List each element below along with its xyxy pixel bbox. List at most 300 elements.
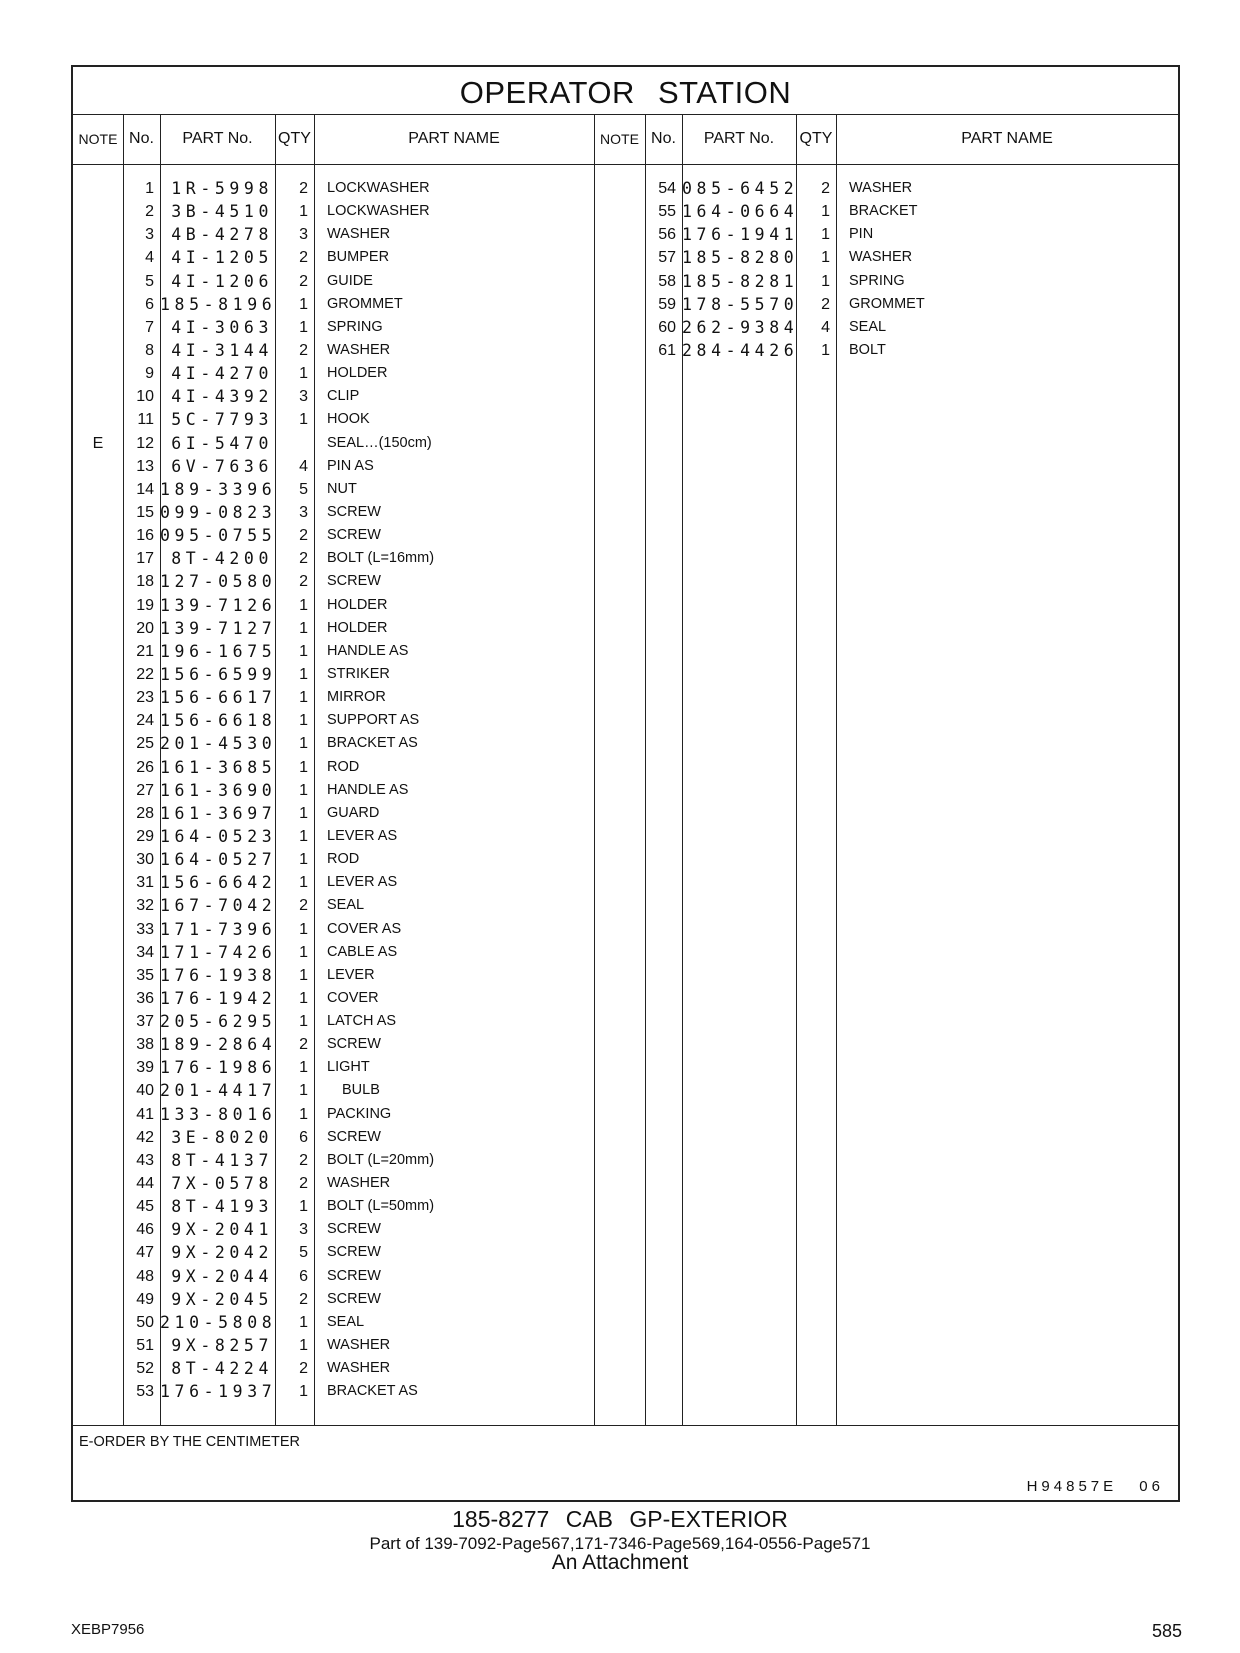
note-cell	[73, 1033, 123, 1056]
note-cell	[73, 1265, 123, 1288]
item-no-cell: 42	[136, 1128, 154, 1146]
item-no-cell: 51	[136, 1337, 154, 1355]
item-no-cell: 57	[658, 249, 676, 267]
qty-cell: 1	[299, 1105, 308, 1123]
qty-cell: 1	[299, 665, 308, 683]
qty-cell: 1	[299, 203, 308, 221]
item-no-cell: 52	[136, 1360, 154, 1378]
part-name-cell: SCREW	[327, 1036, 381, 1053]
item-no-cell: 48	[136, 1267, 154, 1285]
note-cell	[73, 1334, 123, 1357]
qty-cell: 6	[299, 1128, 308, 1146]
qty-cell: 2	[299, 272, 308, 290]
part-name-cell: STRIKER	[327, 665, 390, 682]
qty-cell: 3	[299, 388, 308, 406]
qty-cell: 1	[299, 758, 308, 776]
item-no-cell: 26	[136, 758, 154, 776]
part-no-cell: 176-1938	[160, 965, 277, 985]
part-no-cell: 4I-1206	[171, 271, 273, 291]
note-cell	[594, 177, 645, 200]
page-title: OPERATOR STATION	[73, 67, 1178, 115]
item-no-cell: 55	[658, 203, 676, 221]
qty-cell: 1	[299, 851, 308, 869]
part-no-cell: 161-3690	[160, 780, 277, 800]
part-name-cell: SEAL	[327, 1313, 365, 1330]
part-no-cell: 161-3697	[160, 803, 277, 823]
note-cell	[73, 1357, 123, 1380]
note-cell	[73, 547, 123, 570]
note-cell	[73, 756, 123, 779]
right-note-column	[594, 177, 645, 362]
item-no-cell: 28	[136, 804, 154, 822]
qty-cell: 1	[299, 874, 308, 892]
header-note-right: NOTE	[600, 131, 639, 147]
qty-cell: 2	[299, 341, 308, 359]
note-cell	[594, 293, 645, 316]
qty-cell: 2	[299, 550, 308, 568]
part-name-cell: SUPPORT AS	[327, 712, 420, 729]
item-no-cell: 24	[136, 712, 154, 730]
qty-cell: 1	[299, 411, 308, 429]
item-no-cell: 41	[136, 1105, 154, 1123]
note-cell	[73, 663, 123, 686]
parts-table-frame	[71, 65, 1180, 1502]
item-no-cell: 44	[136, 1175, 154, 1193]
qty-cell: 1	[821, 341, 830, 359]
item-no-cell: 59	[658, 295, 676, 313]
left-qty-column	[275, 177, 308, 1403]
qty-cell: 1	[299, 318, 308, 336]
right-part-no-column	[682, 177, 799, 362]
part-no-cell: 171-7426	[160, 942, 277, 962]
part-name-cell: LIGHT	[327, 1059, 370, 1076]
caption-group-title: 185-8277 CAB GP-EXTERIOR	[452, 1506, 788, 1532]
caption-attachment: An Attachment	[551, 1551, 689, 1574]
item-no-cell: 20	[136, 619, 154, 637]
part-name-cell: SPRING	[327, 318, 383, 335]
header-part-name-left: PART NAME	[408, 130, 500, 147]
header-qty-right: QTY	[799, 130, 833, 147]
part-no-cell: 176-1941	[682, 225, 799, 245]
note-cell	[73, 501, 123, 524]
note-cell	[73, 594, 123, 617]
part-name-cell: HANDLE AS	[327, 781, 409, 798]
note-cell	[73, 316, 123, 339]
part-no-cell: 201-4530	[160, 734, 277, 754]
part-no-cell: 4I-1205	[171, 248, 273, 268]
item-no-cell: 49	[136, 1290, 154, 1308]
qty-cell: 1	[299, 642, 308, 660]
part-name-cell: CLIP	[327, 388, 360, 405]
qty-cell	[275, 432, 308, 455]
part-no-cell: 095-0755	[160, 526, 277, 546]
item-no-cell: 10	[136, 388, 154, 406]
part-name-cell: COVER AS	[327, 920, 402, 937]
item-no-cell: 37	[136, 1013, 154, 1031]
page-number: 585	[1151, 1621, 1182, 1641]
part-no-cell: 167-7042	[160, 896, 277, 916]
part-name-cell: BUMPER	[327, 249, 390, 266]
part-no-cell: 156-6618	[160, 711, 277, 731]
footnote: E-ORDER BY THE CENTIMETER	[79, 1434, 301, 1450]
item-no-cell: 38	[136, 1036, 154, 1054]
part-no-cell: 6V-7636	[171, 456, 273, 476]
note-cell: E	[92, 434, 104, 452]
part-name-cell: HOLDER	[327, 619, 388, 636]
part-no-cell: 164-0527	[160, 850, 277, 870]
part-name-cell: SCREW	[327, 1221, 381, 1238]
part-no-cell: 3B-4510	[171, 202, 273, 222]
item-no-cell: 25	[136, 735, 154, 753]
item-no-cell: 15	[136, 503, 154, 521]
item-no-cell: 31	[136, 874, 154, 892]
qty-cell: 1	[299, 1059, 308, 1077]
part-name-cell: GUARD	[327, 804, 380, 821]
qty-cell: 1	[299, 804, 308, 822]
part-name-cell: GUIDE	[327, 272, 373, 289]
note-cell	[73, 455, 123, 478]
part-name-cell: HOOK	[327, 411, 370, 428]
part-no-cell: 185-8281	[682, 271, 799, 291]
qty-cell: 1	[821, 203, 830, 221]
part-no-cell: 171-7396	[160, 919, 277, 939]
part-name-cell: WASHER	[327, 226, 391, 243]
part-no-cell: 127-0580	[160, 572, 277, 592]
header-no-left: No.	[129, 130, 154, 147]
note-cell	[73, 570, 123, 593]
right-part-name-column	[849, 177, 1174, 362]
item-no-cell: 19	[136, 596, 154, 614]
part-name-cell: WASHER	[327, 341, 391, 358]
part-name-cell: SCREW	[327, 573, 381, 590]
item-no-cell: 54	[658, 180, 676, 197]
header-qty-left: QTY	[278, 130, 311, 147]
qty-cell: 2	[299, 180, 308, 197]
note-cell	[73, 1172, 123, 1195]
part-no-cell: 8T-4224	[171, 1359, 273, 1379]
item-no-cell: 14	[136, 480, 154, 498]
item-no-cell: 23	[136, 689, 154, 707]
part-no-cell: 099-0823	[160, 502, 277, 522]
part-name-cell: PACKING	[327, 1105, 392, 1122]
item-no-cell: 16	[136, 527, 154, 545]
part-no-cell: 161-3685	[160, 757, 277, 777]
qty-cell: 4	[299, 457, 308, 475]
item-no-cell: 32	[136, 897, 154, 915]
part-name-cell: CABLE AS	[327, 943, 398, 960]
qty-cell: 2	[821, 295, 830, 313]
qty-cell: 2	[299, 1036, 308, 1054]
part-name-cell: PIN AS	[327, 457, 374, 474]
part-no-cell: 9X-2042	[171, 1243, 273, 1263]
item-no-cell: 45	[136, 1198, 154, 1216]
note-cell	[73, 1079, 123, 1102]
item-no-cell: 5	[145, 272, 154, 290]
part-no-cell: 176-1942	[160, 988, 277, 1008]
qty-cell: 1	[299, 365, 308, 383]
item-no-cell: 21	[136, 642, 154, 660]
part-name-cell: SCREW	[327, 1267, 381, 1284]
part-no-cell: 210-5808	[160, 1312, 277, 1332]
part-no-cell: 185-8280	[682, 248, 799, 268]
part-name-cell: LATCH AS	[327, 1013, 397, 1030]
note-cell	[73, 640, 123, 663]
part-no-cell: 4I-4392	[171, 387, 273, 407]
part-no-cell: 9X-2041	[171, 1220, 273, 1240]
qty-cell: 1	[299, 989, 308, 1007]
part-name-cell: PIN	[849, 226, 874, 243]
note-cell	[73, 709, 123, 732]
part-name-cell: HOLDER	[327, 365, 388, 382]
part-no-cell: 139-7126	[160, 595, 277, 615]
part-name-cell: BOLT	[849, 341, 886, 358]
note-cell	[73, 1056, 123, 1079]
item-no-cell: 46	[136, 1221, 154, 1239]
part-no-cell: 8T-4193	[171, 1197, 273, 1217]
qty-cell: 2	[299, 527, 308, 545]
part-name-cell: LEVER	[327, 966, 375, 983]
part-name-cell: BRACKET	[849, 203, 918, 220]
part-name-cell: BRACKET AS	[327, 1383, 418, 1400]
note-cell	[73, 848, 123, 871]
part-name-cell: SEAL	[849, 318, 887, 335]
qty-cell: 4	[821, 318, 830, 336]
part-no-cell: 164-0664	[682, 202, 799, 222]
part-no-cell: 7X-0578	[171, 1174, 273, 1194]
qty-cell: 1	[821, 272, 830, 290]
note-cell	[73, 362, 123, 385]
part-no-cell: 196-1675	[160, 641, 277, 661]
qty-cell: 1	[299, 966, 308, 984]
qty-cell: 5	[299, 480, 308, 498]
item-no-cell: 27	[136, 781, 154, 799]
item-no-cell: 22	[136, 665, 154, 683]
part-no-cell: 164-0523	[160, 826, 277, 846]
qty-cell: 1	[299, 712, 308, 730]
note-cell	[73, 177, 123, 200]
part-no-cell: 205-6295	[160, 1012, 277, 1032]
note-cell	[73, 894, 123, 917]
part-name-cell: LOCKWASHER	[327, 180, 430, 196]
part-name-cell: BOLT (L=50mm)	[327, 1198, 435, 1215]
part-no-cell: 6I-5470	[171, 433, 273, 453]
note-cell	[73, 1380, 123, 1403]
note-cell	[594, 223, 645, 246]
part-no-cell: 1R-5998	[171, 179, 273, 198]
qty-cell: 2	[299, 249, 308, 267]
qty-cell: 1	[821, 249, 830, 267]
part-no-cell: 9X-8257	[171, 1336, 273, 1356]
right-qty-column	[796, 177, 830, 362]
qty-cell: 1	[299, 1082, 308, 1100]
note-cell	[73, 1126, 123, 1149]
right-no-column	[645, 177, 676, 362]
note-cell	[594, 270, 645, 293]
part-no-cell: 156-6642	[160, 873, 277, 893]
part-name-cell: MIRROR	[327, 689, 386, 706]
part-no-cell: 189-3396	[160, 479, 277, 499]
note-cell	[73, 1149, 123, 1172]
note-cell	[73, 964, 123, 987]
table-footer	[73, 1425, 1178, 1504]
table-body	[73, 165, 1178, 1425]
part-name-cell: SPRING	[849, 272, 905, 289]
qty-cell: 2	[299, 897, 308, 915]
part-name-cell: BOLT (L=16mm)	[327, 550, 435, 567]
qty-cell: 5	[299, 1244, 308, 1262]
item-no-cell: 60	[658, 318, 676, 336]
item-no-cell: 33	[136, 920, 154, 938]
part-no-cell: 085-6452	[682, 179, 799, 198]
item-no-cell: 12	[136, 434, 154, 452]
item-no-cell: 47	[136, 1244, 154, 1262]
part-no-cell: 156-6599	[160, 664, 277, 684]
qty-cell: 1	[299, 1313, 308, 1331]
part-no-cell: 262-9384	[682, 317, 799, 337]
part-name-cell: ROD	[327, 758, 360, 775]
part-no-cell: 133-8016	[160, 1104, 277, 1124]
item-no-cell: 58	[658, 272, 676, 290]
note-cell	[73, 871, 123, 894]
left-part-no-column	[160, 177, 277, 1403]
qty-cell: 1	[299, 1198, 308, 1216]
part-name-cell: GROMMET	[849, 295, 925, 312]
item-no-cell: 1	[145, 180, 154, 197]
header-part-no-right: PART No.	[703, 130, 775, 147]
qty-cell: 1	[299, 596, 308, 614]
part-name-cell: WASHER	[327, 1337, 391, 1354]
qty-cell: 1	[299, 943, 308, 961]
item-no-cell: 61	[658, 341, 676, 359]
qty-cell: 1	[299, 735, 308, 753]
item-no-cell: 30	[136, 851, 154, 869]
item-no-cell: 39	[136, 1059, 154, 1077]
part-name-cell: WASHER	[327, 1360, 391, 1377]
qty-cell: 1	[299, 295, 308, 313]
part-no-cell: 156-6617	[160, 688, 277, 708]
note-cell	[73, 802, 123, 825]
left-no-column	[123, 177, 154, 1403]
item-no-cell: 56	[658, 226, 676, 244]
part-no-cell: 4I-3063	[171, 317, 273, 337]
item-no-cell: 13	[136, 457, 154, 475]
qty-cell: 2	[821, 180, 830, 197]
qty-cell: 1	[299, 781, 308, 799]
item-no-cell: 29	[136, 827, 154, 845]
qty-cell: 3	[299, 226, 308, 244]
qty-cell: 2	[299, 1290, 308, 1308]
qty-cell: 1	[299, 1383, 308, 1401]
qty-cell: 1	[299, 619, 308, 637]
part-name-cell: SCREW	[327, 1290, 381, 1307]
part-no-cell: 178-5570	[682, 294, 799, 314]
part-name-cell: SEAL…(150cm)	[327, 434, 432, 451]
note-cell	[73, 339, 123, 362]
caption-part-of: Part of 139-7092-Page567,171-7346-Page569,164-0556-Page571	[369, 1534, 871, 1553]
qty-cell: 1	[299, 1013, 308, 1031]
header-part-no-left: PART No.	[182, 130, 253, 147]
part-name-cell: BULB	[342, 1082, 380, 1099]
document-id: XEBP7956	[71, 1621, 145, 1638]
item-no-cell: 6	[145, 295, 154, 313]
part-no-cell: 4B-4278	[171, 225, 273, 245]
part-name-cell: ROD	[327, 851, 360, 868]
part-name-cell: SCREW	[327, 527, 381, 544]
item-no-cell: 17	[136, 550, 154, 568]
left-note-column	[73, 177, 123, 1403]
part-no-cell: 284-4426	[682, 340, 799, 360]
item-no-cell: 2	[145, 203, 154, 221]
note-cell	[73, 1241, 123, 1264]
item-no-cell: 43	[136, 1151, 154, 1169]
drawing-code: H94857E 06	[1026, 1478, 1164, 1495]
part-no-cell: 9X-2044	[171, 1266, 273, 1286]
part-no-cell: 5C-7793	[171, 410, 273, 430]
note-cell	[73, 1218, 123, 1241]
qty-cell: 2	[299, 1175, 308, 1193]
part-name-cell: WASHER	[849, 249, 913, 266]
part-no-cell: 4I-3144	[171, 340, 273, 360]
qty-cell: 2	[299, 573, 308, 591]
note-cell	[73, 270, 123, 293]
note-cell	[73, 246, 123, 269]
header-no-right: No.	[651, 130, 676, 147]
qty-cell: 1	[299, 920, 308, 938]
part-name-cell: BRACKET AS	[327, 735, 418, 752]
qty-cell: 1	[299, 827, 308, 845]
part-name-cell: HOLDER	[327, 596, 388, 613]
note-cell	[73, 385, 123, 408]
item-no-cell: 4	[145, 249, 154, 267]
left-part-name-column	[327, 177, 592, 1403]
note-cell	[73, 1010, 123, 1033]
item-no-cell: 50	[136, 1313, 154, 1331]
item-no-cell: 35	[136, 966, 154, 984]
qty-cell: 3	[299, 503, 308, 521]
part-name-cell: NUT	[327, 480, 357, 497]
note-cell	[73, 478, 123, 501]
qty-cell: 3	[299, 1221, 308, 1239]
note-cell	[594, 246, 645, 269]
note-cell	[73, 732, 123, 755]
item-no-cell: 3	[145, 226, 154, 244]
note-cell	[73, 779, 123, 802]
part-name-cell: SCREW	[327, 1244, 381, 1261]
note-cell	[73, 408, 123, 431]
note-cell	[73, 1195, 123, 1218]
note-cell	[73, 825, 123, 848]
part-name-cell: WASHER	[849, 180, 913, 196]
item-no-cell: 34	[136, 943, 154, 961]
item-no-cell: 11	[137, 411, 154, 429]
part-no-cell: 139-7127	[160, 618, 277, 638]
note-cell	[594, 339, 645, 362]
part-name-cell: SCREW	[327, 1128, 381, 1145]
part-no-cell: 176-1986	[160, 1058, 277, 1078]
part-no-cell: 176-1937	[160, 1382, 277, 1402]
item-no-cell: 53	[136, 1383, 154, 1401]
item-no-cell: 36	[136, 989, 154, 1007]
header-part-name-right: PART NAME	[961, 130, 1053, 147]
part-name-cell: WASHER	[327, 1175, 391, 1192]
part-no-cell: 8T-4200	[171, 549, 273, 569]
note-cell	[73, 293, 123, 316]
part-no-cell: 9X-2045	[171, 1289, 273, 1309]
qty-cell: 1	[299, 1337, 308, 1355]
item-no-cell: 7	[145, 318, 154, 336]
part-name-cell: SCREW	[327, 503, 381, 520]
part-name-cell: HANDLE AS	[327, 642, 409, 659]
